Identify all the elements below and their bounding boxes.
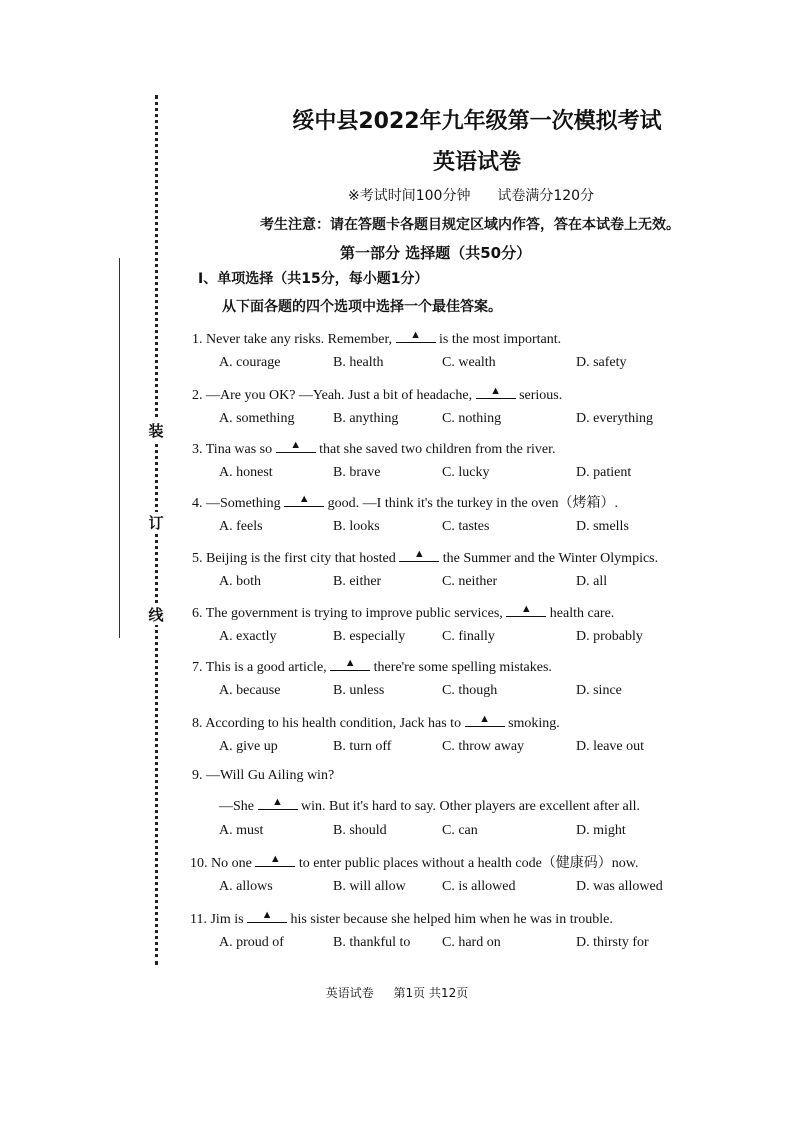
answer-option: D. since (576, 683, 622, 698)
answer-option: C. nothing (442, 411, 502, 426)
question-stem (192, 328, 561, 348)
answer-option: A. feels (219, 519, 263, 534)
answer-option: A. must (219, 823, 264, 838)
question-stem (192, 547, 658, 567)
question-text: to enter public places without a health code（健康码）now. (295, 856, 639, 871)
notice-label: 考生注意： (260, 217, 330, 233)
answer-option: D. smells (576, 519, 629, 534)
answer-option: B. unless (333, 683, 385, 698)
answer-blank (258, 795, 298, 810)
question-text: 5. Beijing is the first city that hosted (192, 551, 400, 566)
question-stem (190, 908, 613, 928)
question-stem (192, 712, 560, 732)
question-text: smoking. (504, 716, 560, 731)
answer-option: C. throw away (442, 739, 525, 754)
question-text: the Summer and the Winter Olympics. (439, 551, 659, 566)
answer-option: B. especially (333, 629, 406, 644)
answer-option: C. though (442, 683, 498, 698)
question-text: that she saved two children from the river. (315, 442, 556, 457)
triangle-icon: ▲ (269, 853, 281, 865)
question-text: there're some spelling mistakes. (370, 660, 552, 675)
triangle-icon: ▲ (261, 909, 273, 921)
answer-option: A. both (219, 574, 261, 589)
answer-option: B. either (333, 574, 382, 589)
answer-option: B. should (333, 823, 387, 838)
question-text: 11. Jim is (190, 912, 248, 927)
answer-option: B. thankful to (333, 935, 411, 950)
answer-option: A. because (219, 683, 281, 698)
question-text: 1. Never take any risks. Remember, (192, 332, 396, 347)
binding-char-ding: 订 (146, 512, 166, 533)
answer-blank (255, 852, 295, 867)
triangle-icon: ▲ (410, 329, 421, 341)
exam-score: 试卷满分120分 (497, 188, 595, 204)
question-text: win. But it's hard to say. Other players are excellent after all. (297, 799, 641, 814)
question-text: 8. According to his health condition, Jack has to (192, 716, 465, 731)
answer-blank (330, 656, 370, 671)
answer-option: C. is allowed (442, 879, 516, 894)
answer-option: A. give up (219, 739, 278, 754)
section-instruction: 从下面各题的四个选项中选择一个最佳答案。 (222, 299, 502, 315)
question-text: 9. —Will Gu Ailing win? (192, 768, 335, 783)
footer-page: 第1页 共12页 (393, 986, 469, 1000)
answer-option: A. courage (219, 355, 281, 370)
triangle-icon: ▲ (490, 385, 502, 397)
answer-blank (476, 384, 516, 399)
section-title: Ⅰ、单项选择（共15分，每小题1分） (198, 271, 429, 287)
answer-option: D. leave out (576, 739, 645, 754)
footer-subject: 英语试卷 (325, 986, 374, 1000)
answer-option: C. tastes (442, 519, 490, 534)
question-stem (192, 438, 556, 458)
answer-option: C. finally (442, 629, 495, 644)
triangle-icon: ▲ (520, 603, 532, 615)
answer-blank (247, 908, 287, 923)
question-text: 4. —Something (192, 496, 285, 511)
answer-blank (396, 328, 436, 343)
triangle-icon: ▲ (479, 713, 490, 725)
answer-blank (506, 602, 546, 617)
answer-blank (399, 547, 439, 562)
answer-option: C. wealth (442, 355, 496, 370)
answer-blank (276, 438, 316, 453)
answer-option: C. can (442, 823, 478, 838)
answer-option: D. patient (576, 465, 632, 480)
question-stem (192, 602, 614, 622)
answer-option: D. was allowed (576, 879, 663, 894)
exam-time: ※考试时间100分钟 (348, 188, 471, 204)
exam-subtitle: 英语试卷 (432, 150, 521, 175)
answer-option: A. proud of (219, 935, 284, 950)
question-text: 10. No one (190, 856, 256, 871)
answer-option: B. will allow (333, 879, 406, 894)
question-stem (192, 384, 562, 404)
notice-text: 请在答题卡各题目规定区域内作答，答在本试卷上无效。 (330, 217, 680, 233)
question-stem (192, 656, 552, 676)
answer-option: D. all (576, 574, 608, 589)
question-text: 7. This is a good article, (192, 660, 331, 675)
question-stem-line2 (219, 795, 640, 815)
question-text: serious. (515, 388, 563, 403)
answer-option: B. turn off (333, 739, 392, 754)
question-text: 6. The government is trying to improve public services, (192, 606, 507, 621)
question-text: good. —I think it's the turkey in the oven（烤箱）. (324, 496, 618, 511)
question-text: is the most important. (435, 332, 562, 347)
triangle-icon: ▲ (344, 657, 356, 669)
triangle-icon: ▲ (272, 796, 283, 808)
answer-option: B. anything (333, 411, 399, 426)
answer-option: A. something (219, 411, 295, 426)
answer-blank (284, 492, 324, 507)
answer-option: D. everything (576, 411, 653, 426)
binding-char-zhuang: 装 (146, 420, 166, 441)
triangle-icon: ▲ (290, 439, 302, 451)
answer-option: D. might (576, 823, 626, 838)
answer-option: D. thirsty for (576, 935, 649, 950)
question-text: 3. Tina was so (192, 442, 276, 457)
question-text: 2. —Are you OK? —Yeah. Just a bit of headache, (192, 388, 476, 403)
question-stem (192, 768, 334, 784)
exam-title: 绥中县2022年九年级第一次模拟考试 (292, 109, 662, 134)
answer-option: B. brave (333, 465, 381, 480)
answer-option: A. honest (219, 465, 273, 480)
answer-option: D. probably (576, 629, 643, 644)
triangle-icon: ▲ (298, 493, 310, 505)
question-stem (190, 852, 639, 872)
answer-option: C. neither (442, 574, 498, 589)
answer-option: D. safety (576, 355, 627, 370)
exam-info-line (348, 185, 594, 205)
answer-option: B. looks (333, 519, 380, 534)
answer-blank (465, 712, 505, 727)
page-footer (0, 984, 794, 1001)
answer-option: A. exactly (219, 629, 277, 644)
answer-option: A. allows (219, 879, 273, 894)
answer-option: B. health (333, 355, 384, 370)
question-text: —She (219, 799, 258, 814)
answer-option: C. lucky (442, 465, 490, 480)
binding-char-xian: 线 (146, 604, 166, 625)
question-text: his sister because she helped him when he was in trouble. (287, 912, 613, 927)
question-stem (192, 492, 618, 512)
notice-line (260, 214, 680, 234)
answer-option: C. hard on (442, 935, 501, 950)
margin-rule (119, 258, 120, 638)
question-text: health care. (546, 606, 615, 621)
part-title: 第一部分 选择题（共50分） (340, 244, 532, 262)
triangle-icon: ▲ (413, 548, 425, 560)
